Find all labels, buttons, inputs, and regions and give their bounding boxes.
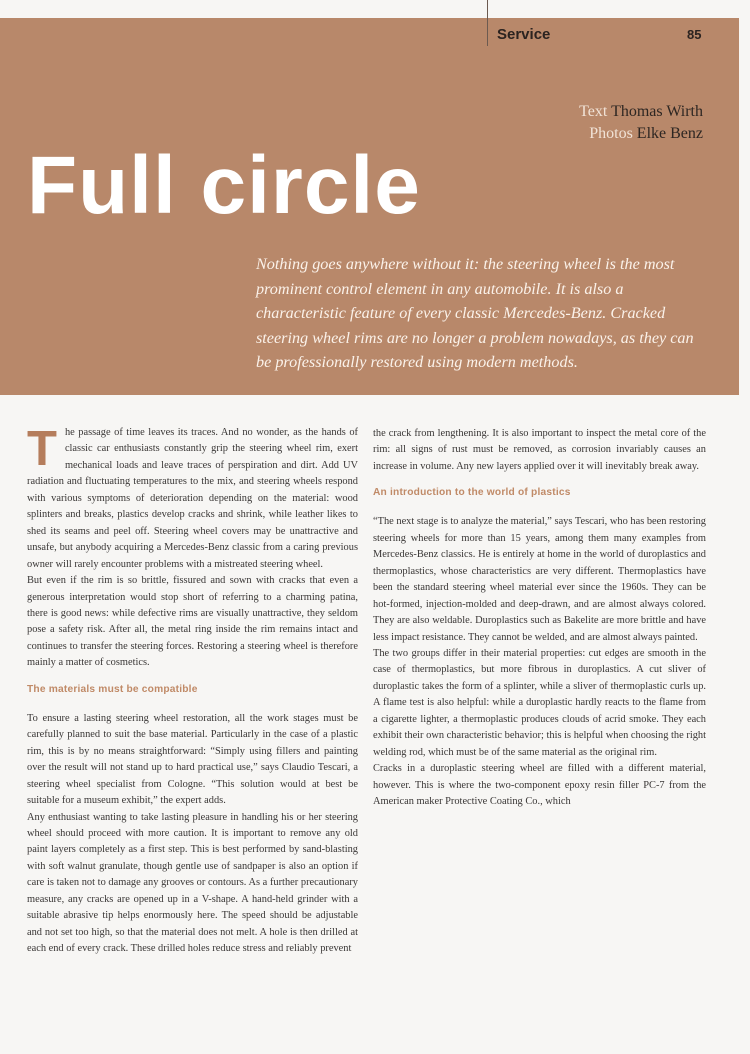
drop-cap: T: [27, 422, 57, 476]
paragraph-1-text: he passage of time leaves its traces. And no wonder, as the hands of classic car enthusiasts constantly grip the steering wheel rim, exert mechanical loads and leave traces of perspiration and dirt. Add UV radiation and fluctuating temperatures to the mix, and steering wheels respond with various symptoms of deterioration depending on the material: wood splinters and breaks, plastics develop cracks and shrink, while leather likes to shed its seams and peel off. Steering wheel covers may be unattractive and unsafe, but anybody acquiring a Mercedes-Benz classic from a caring previous owner will rarely encounter problems with a mistreated steering wheel.: [27, 427, 358, 570]
section-divider-line: [487, 0, 488, 46]
page-number: 85: [687, 27, 702, 42]
text-credit-label: Text: [579, 103, 608, 120]
article-title: Full circle: [27, 140, 421, 231]
paragraph-1: [27, 422, 358, 573]
article-column-left: [27, 422, 358, 958]
paragraph-7: Cracks in a duroplastic steering wheel are filled with a different material, however. This is where the two-component epoxy resin filler PC-7 from the American maker Protective Coating Co., which: [373, 763, 706, 808]
subheading-plastics: An introduction to the world of plastics: [373, 487, 571, 499]
article-intro: Nothing goes anywhere without it: the steering wheel is the most prominent control element in any automobile. It is also a characteristic feature of every classic Mercedes-Benz. Cracked steering wheel rims are no longer a problem nowadays, as they can be professionally restored using modern methods.: [256, 255, 694, 371]
paragraph-4: Any enthusiast wanting to take lasting pleasure in handling his or her steering wheel should proceed with more caution. It is important to remove any old paint layers completely as a first step. This is best performed by sand-blasting with soft walnut granulate, though gentle use of sandpaper is also an option if care is taken not to damage any grooves or contours. As a further precautionary measure, any cracks are opened up in a V-shape. A hand-held grinder with a suitable abrasive tip helps enormously here. The speed should be adjustable and not set too high, so that the material does not melt. A hole is then drilled at each end of every crack. These drilled holes reduce stress and reliably prevent: [27, 811, 358, 955]
paragraph-3: To ensure a lasting steering wheel restoration, all the work stages must be carefully planned to suit the base material. Particularly in the case of a plastic rim, this is by no means straightforward: “Simply using fillers and painting over the result will not stand up to hard practical use,” says Claudio Tescari, a steering wheel specialist from Cologne. “This solution would at best be suitable for a museum exhibit,” the expert adds.: [27, 712, 358, 807]
photo-credit: [579, 123, 703, 145]
paragraph-6: The two groups differ in their material properties: cut edges are smooth in the case of thermoplastics, but more fibrous in duroplastics. A cut sliver of duroplastic takes the form of a splinter, while a sliver of thermoplastic curls up. A flame test is also helpful: while a duroplastic hardly reacts to the flame from a cigarette lighter, a thermoplastic produces clouds of acrid smoke. They each exhibit their own characteristic behavior; this is helpful when choosing the right welding rod, which must be of the same material as the original rim.: [373, 647, 706, 758]
photo-credit-author: Elke Benz: [636, 125, 703, 142]
credits: [579, 101, 703, 145]
article-column-right: [373, 426, 706, 811]
subheading-materials: The materials must be compatible: [27, 683, 198, 695]
paragraph-2: But even if the rim is so brittle, fissured and sown with cracks that even a generous interpretation would stop short of referring to a charming patina, there is good news: while defective rims are visually unattractive, they seldom pose a safety risk. After all, the metal ring inside the rim remains intact and continues to transfer the steering forces. Restoring a steering wheel is therefore mainly a matter of cosmetics.: [27, 575, 358, 669]
text-credit: [579, 101, 703, 123]
paragraph-5: “The next stage is to analyze the material,” says Tescari, who has been restoring steering wheels for more than 15 years, among them many examples from Mercedes-Benz classics. He is entirely at home in the world of duroplastics and thermoplastics, whose characteristics are very different. Thermoplastics have been the standard steering wheel material ever since the 1960s. They can be hot-formed, injection-molded and deep-drawn, and are almost always colored. They are also weldable. Duroplastics such as Bakelite are more brittle and have less impact resistance. They cannot be welded, and are almost always painted.: [373, 516, 706, 643]
paragraph-4-continued: the crack from lengthening. It is also important to inspect the metal core of the rim: all signs of rust must be removed, as corrosion invariably causes an increase in volume. Any new layers applied over it will inevitably break away.: [373, 428, 706, 472]
section-label: Service: [497, 26, 551, 43]
photo-credit-label: Photos: [589, 125, 633, 142]
text-credit-author: Thomas Wirth: [611, 103, 703, 120]
